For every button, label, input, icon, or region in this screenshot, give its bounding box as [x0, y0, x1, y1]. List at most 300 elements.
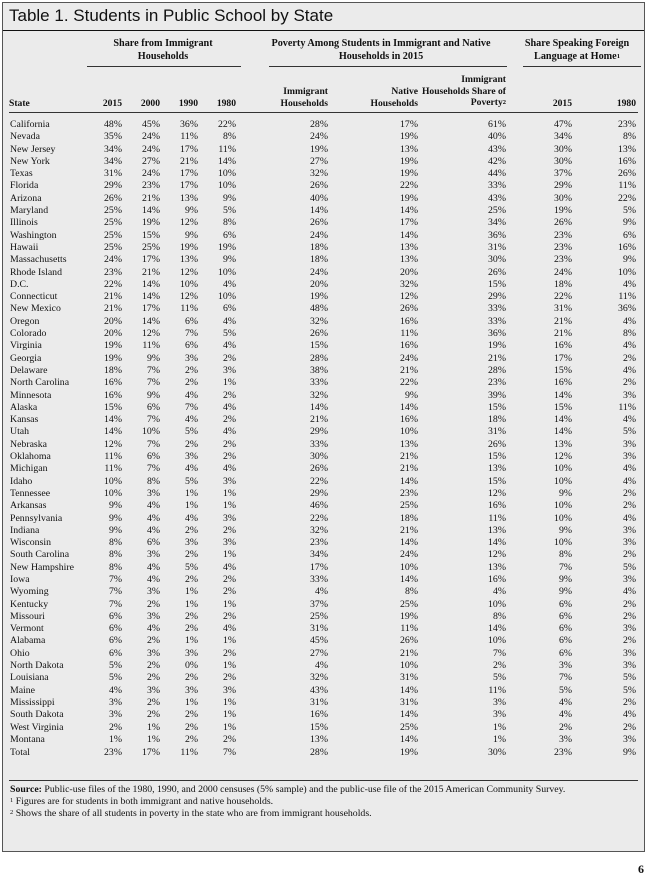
cell-lang-2015: 23%: [554, 254, 572, 266]
cell-poverty-share: 31%: [488, 241, 506, 253]
cell-share-2000: 25%: [142, 241, 160, 253]
cell-share-1980: 3%: [222, 364, 236, 376]
table-row: [3, 660, 644, 672]
cell-poverty-share: 21%: [488, 352, 506, 364]
cell-lang-1980: 2%: [622, 500, 636, 512]
cell-lang-2015: 23%: [554, 241, 572, 253]
cell-share-2015: 3%: [108, 696, 122, 708]
cell-share-1990: 11%: [180, 131, 198, 143]
cell-lang-2015: 10%: [554, 463, 572, 475]
cell-share-2000: 7%: [146, 364, 160, 376]
cell-share-1990: 2%: [184, 709, 198, 721]
cell-lang-1980: 4%: [622, 463, 636, 475]
cell-poverty-native: 25%: [400, 721, 418, 733]
cell-poverty-immigrant: 32%: [310, 389, 328, 401]
cell-share-1990: 12%: [180, 291, 198, 303]
cell-poverty-share: 16%: [488, 573, 506, 585]
cell-share-1980: 11%: [218, 143, 236, 155]
cell-state: New Mexico: [10, 303, 61, 315]
cell-poverty-native: 14%: [400, 573, 418, 585]
cell-lang-1980: 8%: [622, 131, 636, 143]
table-row: [3, 525, 644, 537]
cell-lang-2015: 5%: [558, 684, 572, 696]
cell-poverty-immigrant: 38%: [310, 364, 328, 376]
cell-poverty-native: 21%: [400, 524, 418, 536]
cell-poverty-immigrant: 34%: [310, 549, 328, 561]
cell-lang-2015: 6%: [558, 610, 572, 622]
cell-share-2000: 9%: [146, 352, 160, 364]
cell-lang-2015: 29%: [554, 180, 572, 192]
table-notes: [10, 784, 638, 821]
cell-state: Iowa: [10, 573, 30, 585]
table-row: [3, 463, 644, 475]
cell-lang-2015: 30%: [554, 192, 572, 204]
cell-poverty-native: 10%: [400, 561, 418, 573]
cell-poverty-immigrant: 28%: [310, 747, 328, 759]
table-row: [3, 365, 644, 377]
col-header-1980: 1980: [216, 98, 236, 109]
cell-share-2000: 7%: [146, 463, 160, 475]
cell-share-1990: 9%: [184, 229, 198, 241]
cell-share-2000: 1%: [146, 721, 160, 733]
cell-lang-2015: 6%: [558, 647, 572, 659]
cell-lang-2015: 30%: [554, 143, 572, 155]
cell-poverty-native: 14%: [400, 537, 418, 549]
table-row: [3, 734, 644, 746]
cell-poverty-immigrant: 17%: [310, 561, 328, 573]
cell-state: Total: [10, 747, 30, 759]
table-row: [3, 353, 644, 365]
col-header-immigrant-households-text: Immigrant Households: [280, 86, 328, 109]
cell-poverty-native: 31%: [400, 696, 418, 708]
col-header-2015: 2015: [102, 98, 122, 109]
cell-share-2000: 3%: [146, 647, 160, 659]
cell-state: Oregon: [10, 315, 40, 327]
cell-poverty-share: 13%: [488, 463, 506, 475]
cell-poverty-share: 43%: [488, 192, 506, 204]
cell-state: Kansas: [10, 414, 39, 426]
cell-lang-2015: 31%: [554, 303, 572, 315]
cell-lang-2015: 3%: [558, 660, 572, 672]
table-row: [3, 242, 644, 254]
cell-state: Washington: [10, 229, 57, 241]
cell-poverty-share: 61%: [488, 119, 506, 130]
cell-share-2000: 1%: [146, 733, 160, 745]
cell-share-1980: 4%: [222, 623, 236, 635]
cell-share-2015: 25%: [104, 229, 122, 241]
cell-share-2015: 48%: [104, 119, 122, 130]
cell-share-2000: 9%: [146, 389, 160, 401]
group-header-poverty-rule: [269, 66, 507, 67]
cell-lang-2015: 15%: [554, 401, 572, 413]
cell-share-2000: 2%: [146, 598, 160, 610]
cell-lang-2015: 9%: [558, 487, 572, 499]
cell-share-2015: 6%: [108, 610, 122, 622]
cell-poverty-immigrant: 40%: [310, 192, 328, 204]
cell-lang-2015: 14%: [554, 414, 572, 426]
cell-poverty-immigrant: 15%: [310, 721, 328, 733]
cell-share-2015: 34%: [104, 155, 122, 167]
cell-poverty-share: 19%: [488, 340, 506, 352]
cell-share-2015: 10%: [104, 487, 122, 499]
cell-share-2015: 11%: [104, 463, 122, 475]
cell-poverty-share: 36%: [488, 229, 506, 241]
cell-share-1980: 3%: [222, 475, 236, 487]
cell-share-2000: 45%: [142, 119, 160, 130]
col-header-lang-2015: 2015: [552, 98, 572, 109]
cell-poverty-immigrant: 15%: [310, 340, 328, 352]
cell-share-1980: 4%: [222, 401, 236, 413]
cell-poverty-native: 12%: [400, 291, 418, 303]
cell-poverty-share: 30%: [488, 747, 506, 759]
cell-share-2000: 10%: [142, 426, 160, 438]
cell-poverty-immigrant: 32%: [310, 315, 328, 327]
cell-lang-2015: 18%: [554, 278, 572, 290]
col-header-1990: 1990: [178, 98, 198, 109]
source-note: [10, 784, 638, 796]
cell-poverty-native: 14%: [400, 684, 418, 696]
cell-share-1980: 3%: [222, 512, 236, 524]
cell-poverty-native: 16%: [400, 414, 418, 426]
cell-share-2015: 2%: [108, 721, 122, 733]
source-label: Source:: [10, 784, 42, 795]
cell-share-2000: 17%: [142, 254, 160, 266]
footnote-2: [10, 808, 638, 820]
cell-poverty-immigrant: 22%: [310, 475, 328, 487]
cell-poverty-share: 33%: [488, 180, 506, 192]
cell-lang-2015: 2%: [558, 721, 572, 733]
cell-share-1980: 4%: [222, 278, 236, 290]
cell-poverty-immigrant: 33%: [310, 573, 328, 585]
cell-share-2015: 25%: [104, 205, 122, 217]
table-row: [3, 402, 644, 414]
cell-state: North Dakota: [10, 660, 64, 672]
cell-poverty-native: 13%: [400, 254, 418, 266]
cell-share-1990: 1%: [184, 487, 198, 499]
cell-lang-1980: 22%: [618, 192, 636, 204]
cell-share-1980: 22%: [218, 119, 236, 130]
cell-poverty-share: 23%: [488, 377, 506, 389]
cell-poverty-share: 2%: [492, 660, 506, 672]
cell-poverty-native: 19%: [400, 747, 418, 759]
cell-share-1990: 1%: [184, 696, 198, 708]
cell-share-1990: 4%: [184, 463, 198, 475]
cell-poverty-immigrant: 32%: [310, 524, 328, 536]
cell-share-2015: 9%: [108, 500, 122, 512]
cell-poverty-immigrant: 13%: [310, 733, 328, 745]
cell-share-2000: 17%: [142, 303, 160, 315]
cell-lang-1980: 16%: [618, 155, 636, 167]
cell-lang-2015: 7%: [558, 561, 572, 573]
cell-share-2000: 11%: [142, 340, 160, 352]
cell-share-1990: 17%: [180, 180, 198, 192]
cell-poverty-native: 10%: [400, 660, 418, 672]
cell-poverty-share: 36%: [488, 328, 506, 340]
table-row: [3, 586, 644, 598]
cell-poverty-native: 13%: [400, 438, 418, 450]
cell-poverty-share: 33%: [488, 315, 506, 327]
cell-lang-2015: 16%: [554, 377, 572, 389]
cell-lang-1980: 3%: [622, 438, 636, 450]
group-header-foreign-rule: [523, 66, 641, 67]
cell-lang-2015: 6%: [558, 598, 572, 610]
cell-share-2000: 14%: [142, 291, 160, 303]
table-row: [3, 488, 644, 500]
cell-poverty-native: 20%: [400, 266, 418, 278]
cell-share-1980: 2%: [222, 389, 236, 401]
cell-lang-1980: 2%: [622, 549, 636, 561]
cell-lang-2015: 4%: [558, 709, 572, 721]
cell-share-2015: 26%: [104, 192, 122, 204]
cell-state: West Virginia: [10, 721, 64, 733]
cell-state: Kentucky: [10, 598, 49, 610]
table-body: [3, 119, 644, 759]
cell-share-1990: 3%: [184, 647, 198, 659]
table-row: [3, 722, 644, 734]
cell-share-2000: 7%: [146, 438, 160, 450]
cell-share-1980: 1%: [222, 549, 236, 561]
table-row: [3, 672, 644, 684]
cell-poverty-immigrant: 29%: [310, 426, 328, 438]
cell-share-1980: 4%: [222, 463, 236, 475]
cell-share-1990: 5%: [184, 426, 198, 438]
cell-share-2015: 23%: [104, 747, 122, 759]
cell-state: Nebraska: [10, 438, 47, 450]
col-header-share-poverty-text: Immigrant Households Share of Poverty: [421, 74, 506, 109]
cell-lang-2015: 10%: [554, 537, 572, 549]
cell-share-2015: 12%: [104, 438, 122, 450]
cell-lang-1980: 3%: [622, 573, 636, 585]
cell-lang-1980: 4%: [622, 586, 636, 598]
cell-lang-2015: 21%: [554, 328, 572, 340]
cell-poverty-immigrant: 19%: [310, 143, 328, 155]
cell-share-1980: 6%: [222, 229, 236, 241]
cell-share-2000: 2%: [146, 672, 160, 684]
cell-share-1990: 2%: [184, 721, 198, 733]
cell-share-2000: 2%: [146, 635, 160, 647]
cell-lang-1980: 16%: [618, 241, 636, 253]
cell-share-1980: 7%: [222, 747, 236, 759]
cell-share-2015: 5%: [108, 660, 122, 672]
cell-lang-1980: 2%: [622, 598, 636, 610]
table-row: [3, 537, 644, 549]
cell-lang-2015: 37%: [554, 168, 572, 180]
cell-share-2000: 4%: [146, 623, 160, 635]
cell-share-2000: 4%: [146, 573, 160, 585]
cell-state: Wyoming: [10, 586, 49, 598]
cell-poverty-share: 39%: [488, 389, 506, 401]
cell-poverty-native: 14%: [400, 229, 418, 241]
cell-lang-2015: 30%: [554, 155, 572, 167]
table-row: [3, 611, 644, 623]
cell-poverty-native: 24%: [400, 352, 418, 364]
cell-share-1990: 12%: [180, 217, 198, 229]
cell-lang-2015: 23%: [554, 747, 572, 759]
cell-share-1980: 2%: [222, 573, 236, 585]
poverty-footnote-mark: 2: [502, 99, 506, 107]
footnote-1-mark: 1: [10, 797, 14, 805]
cell-share-2015: 9%: [108, 512, 122, 524]
cell-share-2015: 25%: [104, 241, 122, 253]
cell-share-2000: 24%: [142, 168, 160, 180]
cell-share-2000: 3%: [146, 610, 160, 622]
table-row: [3, 390, 644, 402]
cell-poverty-immigrant: 14%: [310, 205, 328, 217]
cell-state: Arizona: [10, 192, 42, 204]
cell-poverty-share: 12%: [488, 487, 506, 499]
cell-share-1980: 4%: [222, 340, 236, 352]
cell-poverty-share: 15%: [488, 401, 506, 413]
cell-share-2015: 31%: [104, 168, 122, 180]
cell-share-2015: 3%: [108, 709, 122, 721]
cell-poverty-immigrant: 18%: [310, 254, 328, 266]
cell-share-1990: 9%: [184, 205, 198, 217]
cell-share-1990: 2%: [184, 438, 198, 450]
cell-lang-1980: 13%: [618, 143, 636, 155]
col-header-lang-1980: 1980: [616, 98, 636, 109]
cell-share-1980: 1%: [222, 660, 236, 672]
cell-share-1990: 7%: [184, 328, 198, 340]
cell-share-1990: 2%: [184, 672, 198, 684]
cell-poverty-share: 42%: [488, 155, 506, 167]
cell-share-2015: 1%: [108, 733, 122, 745]
cell-poverty-native: 19%: [400, 155, 418, 167]
col-header-2000: 2000: [140, 98, 160, 109]
cell-lang-1980: 5%: [622, 684, 636, 696]
cell-poverty-immigrant: 22%: [310, 512, 328, 524]
cell-state: Hawaii: [10, 241, 39, 253]
cell-poverty-share: 1%: [492, 733, 506, 745]
cell-poverty-immigrant: 27%: [310, 647, 328, 659]
cell-lang-1980: 5%: [622, 426, 636, 438]
cell-share-1980: 19%: [218, 241, 236, 253]
cell-poverty-native: 21%: [400, 364, 418, 376]
cell-lang-1980: 3%: [622, 660, 636, 672]
table-row: [3, 230, 644, 242]
cell-poverty-native: 17%: [400, 217, 418, 229]
group-header-foreign: [517, 38, 637, 63]
cell-poverty-immigrant: 24%: [310, 266, 328, 278]
cell-lang-1980: 11%: [618, 291, 636, 303]
cell-share-1990: 2%: [184, 610, 198, 622]
cell-share-2015: 18%: [104, 364, 122, 376]
cell-poverty-immigrant: 24%: [310, 229, 328, 241]
cell-share-2000: 8%: [146, 475, 160, 487]
cell-share-2000: 2%: [146, 696, 160, 708]
cell-share-2000: 2%: [146, 660, 160, 672]
cell-state: California: [10, 119, 50, 130]
cell-poverty-native: 19%: [400, 610, 418, 622]
cell-share-1980: 5%: [222, 328, 236, 340]
cell-share-2000: 4%: [146, 500, 160, 512]
cell-lang-2015: 6%: [558, 635, 572, 647]
cell-share-1990: 2%: [184, 733, 198, 745]
cell-poverty-share: 10%: [488, 635, 506, 647]
group-header-immigrant: [93, 38, 233, 63]
cell-poverty-native: 9%: [404, 389, 418, 401]
group-header-poverty-text: Poverty Among Students in Immigrant and Native Households in 2015: [271, 38, 491, 62]
cell-lang-2015: 9%: [558, 524, 572, 536]
cell-poverty-native: 21%: [400, 451, 418, 463]
cell-share-2015: 7%: [108, 586, 122, 598]
cell-share-1990: 11%: [180, 303, 198, 315]
cell-state: New York: [10, 155, 50, 167]
cell-share-2000: 3%: [146, 487, 160, 499]
cell-share-1990: 13%: [180, 192, 198, 204]
table-row: [3, 267, 644, 279]
cell-poverty-immigrant: 28%: [310, 352, 328, 364]
cell-lang-2015: 26%: [554, 217, 572, 229]
cell-share-1980: 2%: [222, 414, 236, 426]
cell-share-2000: 24%: [142, 131, 160, 143]
cell-share-2015: 16%: [104, 377, 122, 389]
cell-state: South Carolina: [10, 549, 70, 561]
cell-state: Vermont: [10, 623, 44, 635]
cell-share-1990: 2%: [184, 524, 198, 536]
cell-poverty-share: 34%: [488, 217, 506, 229]
cell-poverty-native: 14%: [400, 401, 418, 413]
cell-share-2015: 23%: [104, 266, 122, 278]
cell-share-1980: 1%: [222, 721, 236, 733]
cell-lang-1980: 2%: [622, 721, 636, 733]
table-row: [3, 500, 644, 512]
cell-share-1980: 8%: [222, 131, 236, 143]
cell-share-1990: 17%: [180, 168, 198, 180]
table-row: [3, 328, 644, 340]
cell-share-2000: 21%: [142, 266, 160, 278]
cell-share-1980: 10%: [218, 180, 236, 192]
cell-poverty-immigrant: 19%: [310, 291, 328, 303]
table-row: [3, 648, 644, 660]
cell-share-1980: 9%: [222, 192, 236, 204]
cell-lang-1980: 3%: [622, 733, 636, 745]
cell-poverty-share: 28%: [488, 364, 506, 376]
cell-share-1980: 14%: [218, 155, 236, 167]
cell-state: Connecticut: [10, 291, 58, 303]
cell-poverty-native: 14%: [400, 475, 418, 487]
cell-lang-2015: 47%: [554, 119, 572, 130]
table-row: [3, 180, 644, 192]
cell-share-2015: 16%: [104, 389, 122, 401]
cell-state: Minnesota: [10, 389, 52, 401]
cell-share-2015: 6%: [108, 635, 122, 647]
table-row: [3, 119, 644, 131]
cell-lang-2015: 17%: [554, 352, 572, 364]
cell-share-1980: 6%: [222, 303, 236, 315]
cell-share-1990: 12%: [180, 266, 198, 278]
cell-poverty-immigrant: 4%: [314, 586, 328, 598]
table-title: Table 1. Students in Public School by State: [9, 6, 334, 25]
cell-state: New Hampshire: [10, 561, 74, 573]
cell-share-2015: 25%: [104, 217, 122, 229]
cell-poverty-immigrant: 31%: [310, 623, 328, 635]
cell-share-2015: 7%: [108, 573, 122, 585]
cell-lang-2015: 14%: [554, 389, 572, 401]
cell-lang-1980: 5%: [622, 672, 636, 684]
cell-share-1990: 11%: [180, 747, 198, 759]
cell-lang-1980: 3%: [622, 647, 636, 659]
cell-share-2015: 5%: [108, 672, 122, 684]
cell-poverty-immigrant: 46%: [310, 500, 328, 512]
cell-share-2015: 24%: [104, 254, 122, 266]
cell-share-2015: 35%: [104, 131, 122, 143]
table-total-row: [3, 747, 644, 759]
table-row: [3, 303, 644, 315]
table-row: [3, 291, 644, 303]
cell-poverty-immigrant: 4%: [314, 660, 328, 672]
cell-state: D.C.: [10, 278, 29, 290]
cell-poverty-immigrant: 32%: [310, 168, 328, 180]
